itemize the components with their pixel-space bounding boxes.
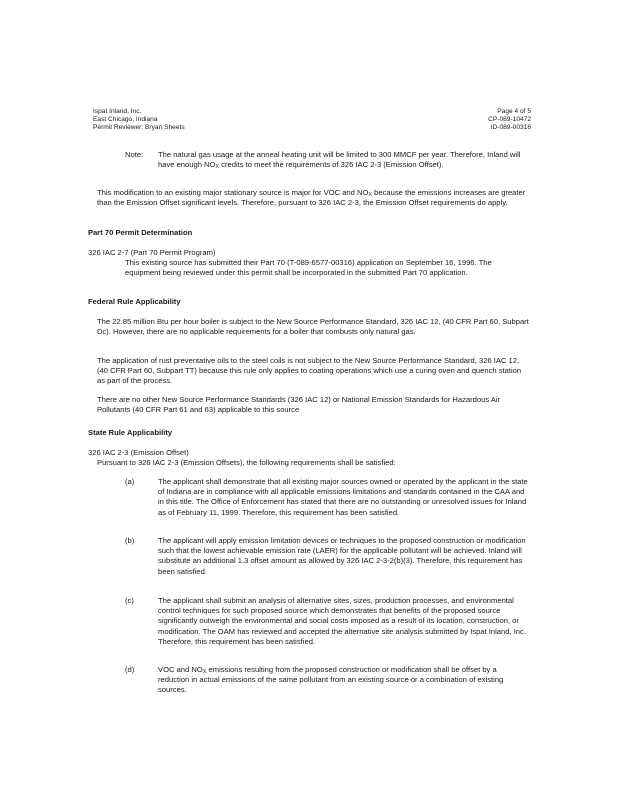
- state-intro: Pursuant to 326 IAC 2-3 (Emission Offsets), the following requirements shall be satisfied:: [97, 458, 396, 467]
- item-d-text: VOC and $NO_X$ emissions resulting from the proposed construction or modification shall be offset by a reduction in actual emissions of the same pollutant from an existing source or a combination of existing sources.: [158, 665, 504, 695]
- item-b-text: The applicant will apply emission limitation devices or techniques to the proposed construction or modification such that the lowest achievable emission rate (LAER) for the applicable pollutant will be achieved. Inland will substitute an additional 1.3 offset amount as allowed by 326 IAC 2-3-2(b)(3). Therefore, this requirement has been satisfied.: [158, 536, 526, 576]
- state-rule: 326 IAC 2-3 (Emission Offset): [88, 448, 189, 457]
- item-c-text: The applicant shall submit an analysis of alternative sites, sizes, production processes, and environmental control techniques for such proposed source which demonstrates that benefits of the proposed source significantly outweigh the environmental and social costs imposed as a result of its location, construction, or modification. The OAM has reviewed and accepted the alternative site analysis submitted by Ispat Inland, Inc. Therefore, this requirement has been satisfied.: [158, 596, 526, 646]
- federal-paragraph-3: There are no other New Source Performance Standards (326 IAC 12) or National Emission Standards for Hazardous Air Pollutants (40 CFR Part 61 and 63) applicable to this source: [97, 395, 501, 415]
- note-label: Note:: [125, 150, 144, 159]
- federal-paragraph-2: The application of rust preventative oils to the steel coils is not subject to the New Source Performance Standard, 326 IAC 12, (40 CFR Part 60, Subpart TT) because this rule only applies to coating operations which use a curing oven and quench station as part of the process.: [97, 356, 522, 386]
- header-location: East Chicago, Indiana: [93, 116, 158, 123]
- item-a-text: The applicant shall demonstrate that all existing major sources owned or operated by the applicant in the state of Indiana are in compliance with all applicable emissions limitations and standards contained in the CAA and in this title. The Office of Enforcement has stated that there are no outstanding or unresolved issues for Inland as of February 11, 1999. Therefore, this requirement has been satisfied.: [158, 477, 528, 517]
- note-text: The natural gas usage at the anneal heating unit will be limited to 300 MMCF per year. Therefore, Inland will have enough $NO_X$ credits to meet the requirements of 326 IAC 2-3 (Emission Offset).: [158, 150, 521, 171]
- header-reviewer: Permit Reviewer: Bryan Sheets: [93, 124, 185, 131]
- federal-heading: Federal Rule Applicability: [88, 297, 181, 306]
- header-company: Ispat Inland, Inc.: [93, 108, 142, 115]
- modification-paragraph: This modification to an existing major stationary source is major for VOC and $NO_X$ because the emissions increases are greater than the Emission Offset significant levels. Therefore, pursuant to 326 IAC 2-3, the Emission Offset requirements do apply.: [97, 188, 526, 208]
- state-heading: State Rule Applicability: [88, 428, 173, 437]
- part70-rule: 326 IAC 2-7 (Part 70 Permit Program): [88, 248, 216, 257]
- header-permit-id: CP-089-10472: [488, 116, 531, 123]
- item-c-label: (c): [125, 596, 134, 605]
- part70-text: This existing source has submitted their Part 70 (T-089-6577-00316) application on September 16, 1996. The equipment being reviewed under this permit shall be incorporated in the submitted Part 70 application.: [125, 258, 492, 278]
- header-left: [93, 108, 185, 132]
- item-b-label: (b): [125, 536, 135, 545]
- header-page-number: Page 4 of 5: [497, 108, 531, 115]
- federal-paragraph-1: The 22.85 million Btu per hour boiler is subject to the New Source Performance Standard, 326 IAC 12, (40 CFR Part 60, Subpart Dc). However, there are no applicable requirements for a boiler that combusts only natural gas.: [97, 317, 529, 337]
- item-d-label: (d): [125, 665, 135, 674]
- item-a-label: (a): [125, 477, 135, 486]
- part70-heading: Part 70 Permit Determination: [88, 228, 193, 237]
- header-source-id: ID-089-00316: [490, 124, 531, 131]
- header-right: [488, 108, 531, 132]
